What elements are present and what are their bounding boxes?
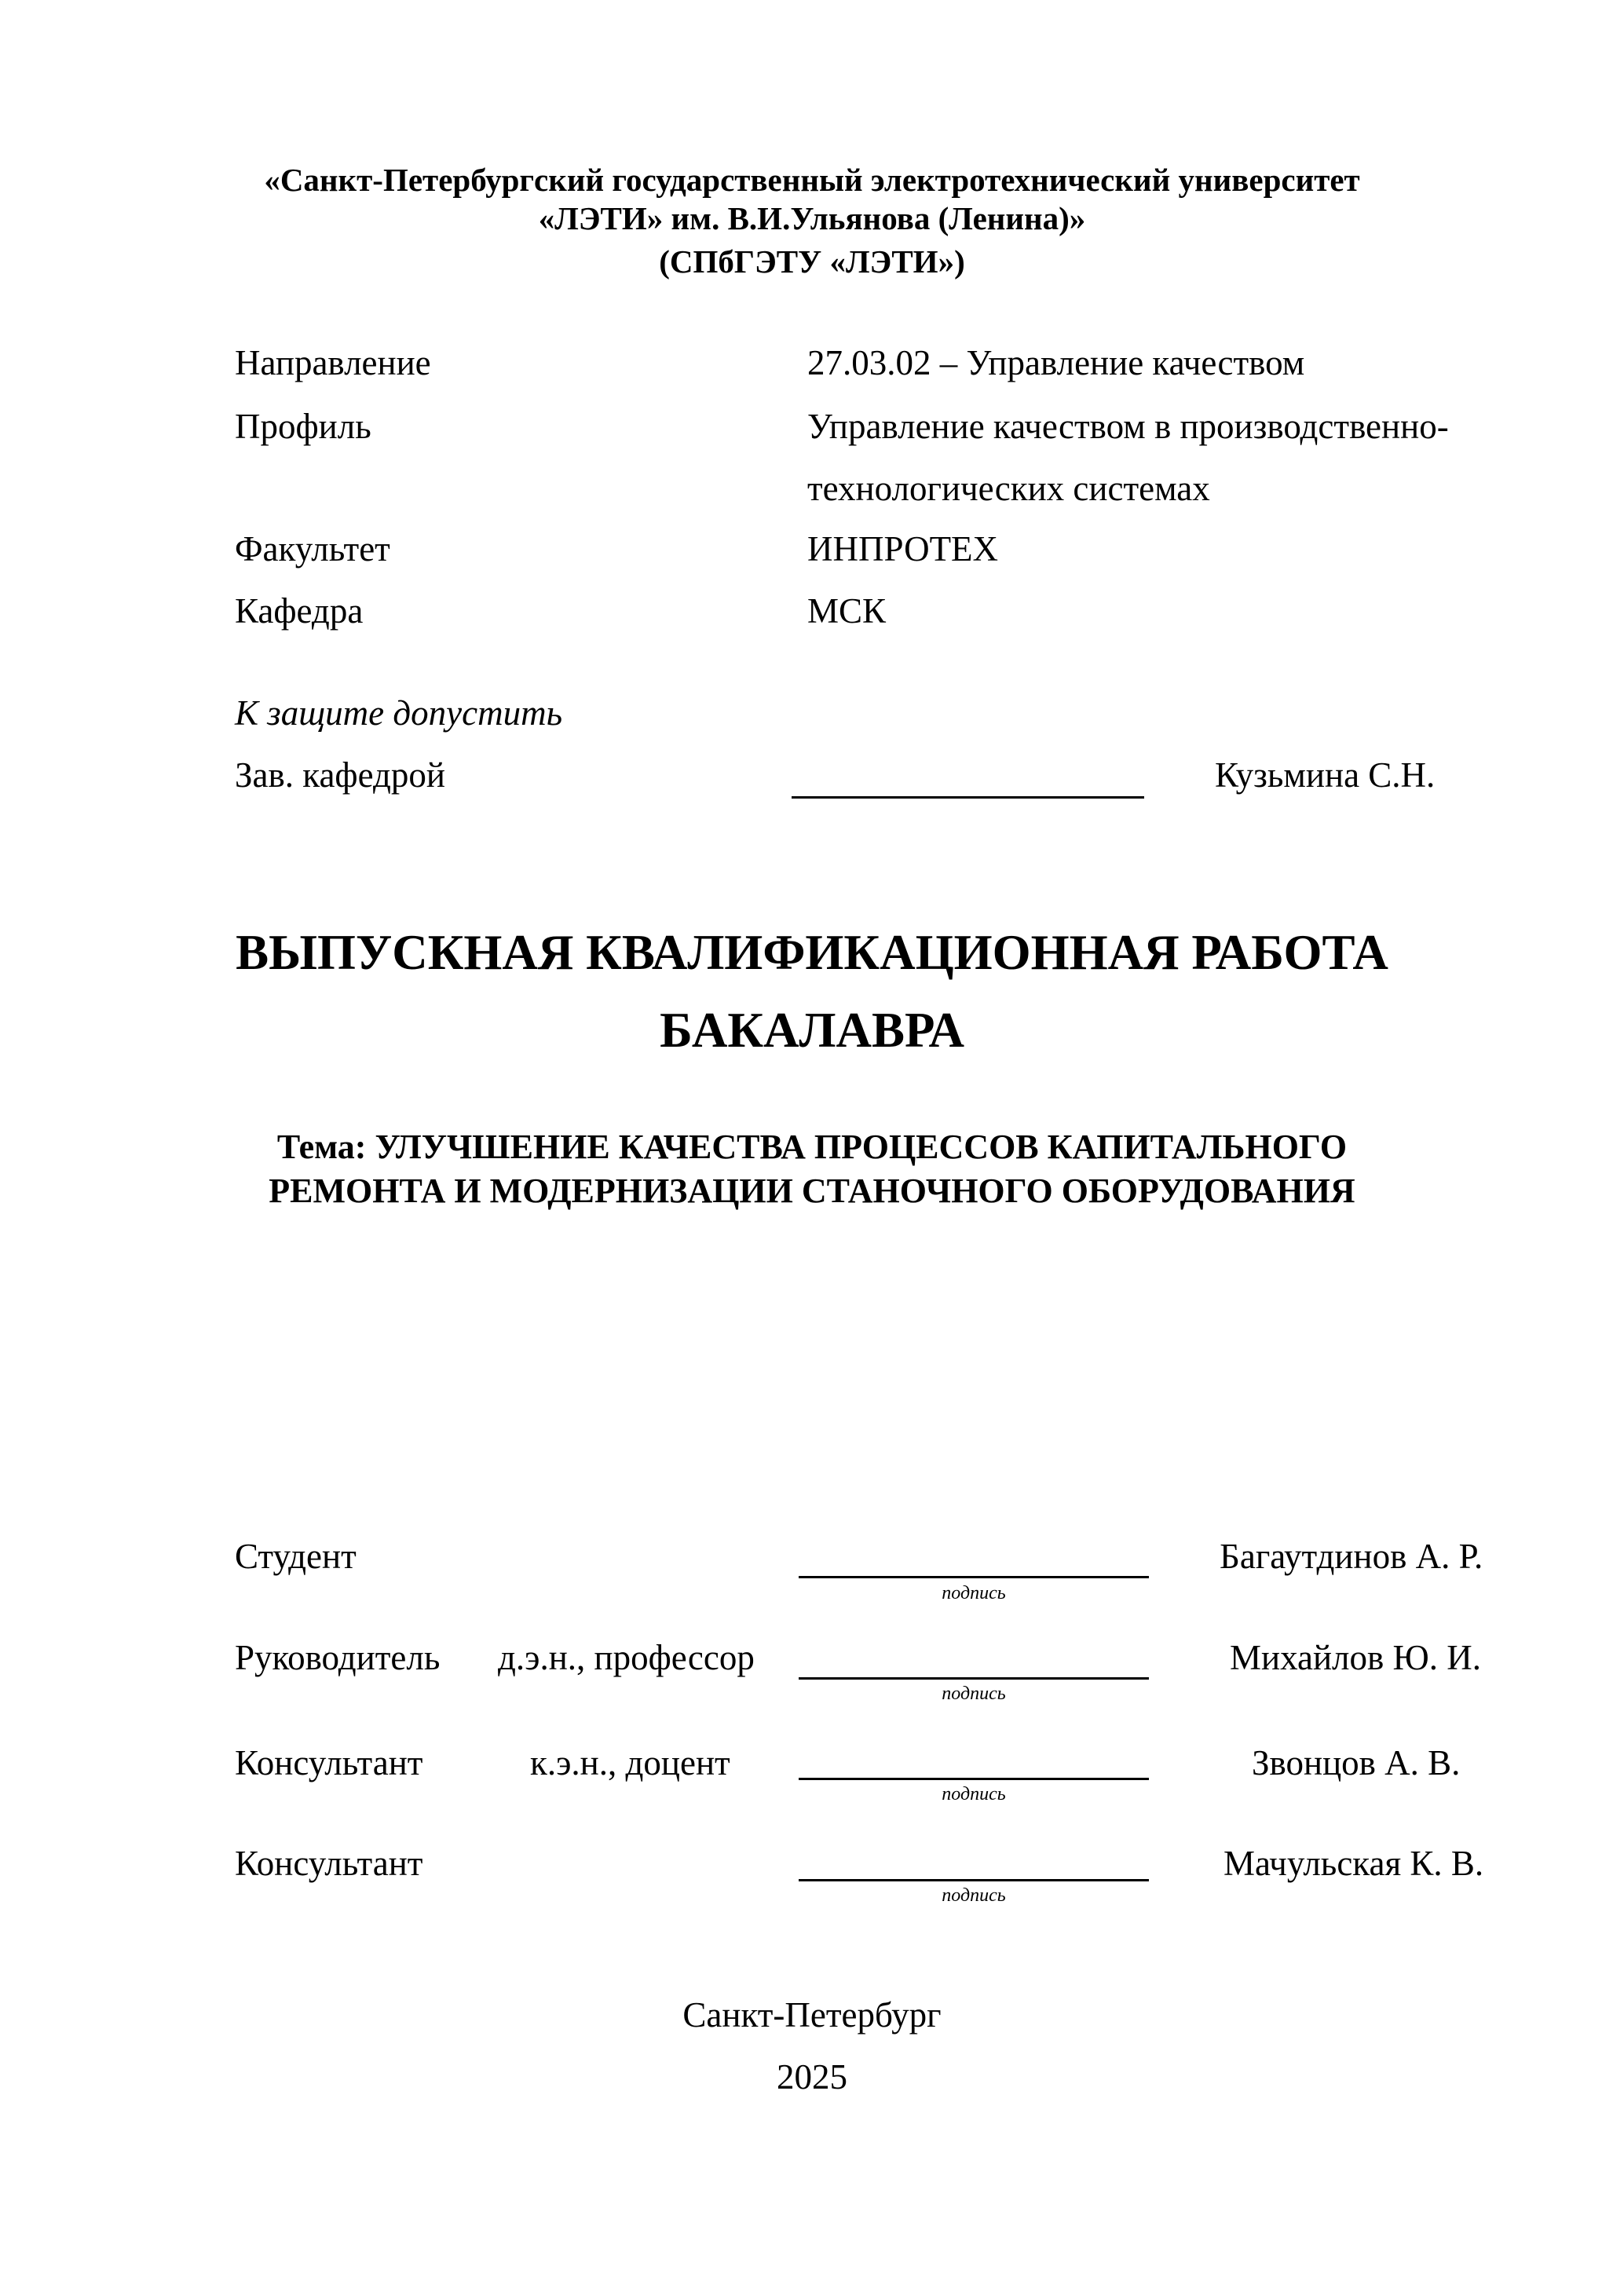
- head-signature-line: [792, 796, 1144, 799]
- signatory-name: Багаутдинов А. Р.: [1220, 1537, 1483, 1576]
- department-label: Кафедра: [235, 591, 364, 631]
- head-name: Кузьмина С.Н.: [1215, 755, 1436, 795]
- signatory-name: Михайлов Ю. И.: [1230, 1638, 1482, 1677]
- title-line1: ВЫПУСКНАЯ КВАЛИФИКАЦИОННАЯ РАБОТА: [236, 925, 1388, 980]
- university-name-line2: «ЛЭТИ» им. В.И.Ульянова (Ленина)»: [538, 200, 1086, 236]
- signature-line: [799, 1576, 1149, 1578]
- university-abbreviation: (СПбГЭТУ «ЛЭТИ»): [659, 243, 965, 280]
- signature-role: Консультант: [235, 1844, 423, 1883]
- profile-value-line1: Управление качеством в производственно-: [807, 407, 1449, 446]
- year: 2025: [777, 2057, 847, 2097]
- city: Санкт-Петербург: [682, 1995, 942, 2035]
- faculty-label: Факультет: [235, 529, 390, 569]
- title-line2: БАКАЛАВРА: [660, 1003, 964, 1058]
- signatory-degree: к.э.н., доцент: [530, 1743, 730, 1782]
- signature-line: [799, 1677, 1149, 1680]
- signatory-degree: д.э.н., профессор: [498, 1638, 755, 1677]
- profile-value-line2: технологических системах: [807, 469, 1210, 508]
- direction-value: 27.03.02 – Управление качеством: [807, 343, 1305, 382]
- signature-role: Консультант: [235, 1743, 423, 1782]
- signature-caption: подпись: [942, 1885, 1006, 1906]
- head-label: Зав. кафедрой: [235, 755, 445, 795]
- signatory-name: Мачульская К. В.: [1223, 1844, 1484, 1883]
- theme-line1: Тема: УЛУЧШЕНИЕ КАЧЕСТВА ПРОЦЕССОВ КАПИТАЛЬНОГО: [276, 1128, 1348, 1166]
- signature-caption: подпись: [942, 1784, 1006, 1804]
- direction-label: Направление: [235, 343, 431, 382]
- signature-role: Студент: [235, 1537, 357, 1576]
- admit-label: К защите допустить: [235, 693, 563, 733]
- theme-line2: РЕМОНТА И МОДЕРНИЗАЦИИ СТАНОЧНОГО ОБОРУДОВАНИЯ: [269, 1172, 1355, 1210]
- faculty-value: ИНПРОТЕХ: [807, 529, 999, 569]
- signature-line: [799, 1778, 1149, 1780]
- university-name-line1: «Санкт-Петербургский государственный электротехнический университет: [264, 162, 1360, 198]
- signature-line: [799, 1879, 1149, 1881]
- signature-caption: подпись: [942, 1583, 1006, 1603]
- profile-label: Профиль: [235, 407, 371, 446]
- signature-caption: подпись: [942, 1684, 1006, 1704]
- department-value: МСК: [807, 591, 887, 631]
- signatory-name: Звонцов А. В.: [1252, 1743, 1461, 1782]
- signature-role: Руководитель: [235, 1638, 441, 1677]
